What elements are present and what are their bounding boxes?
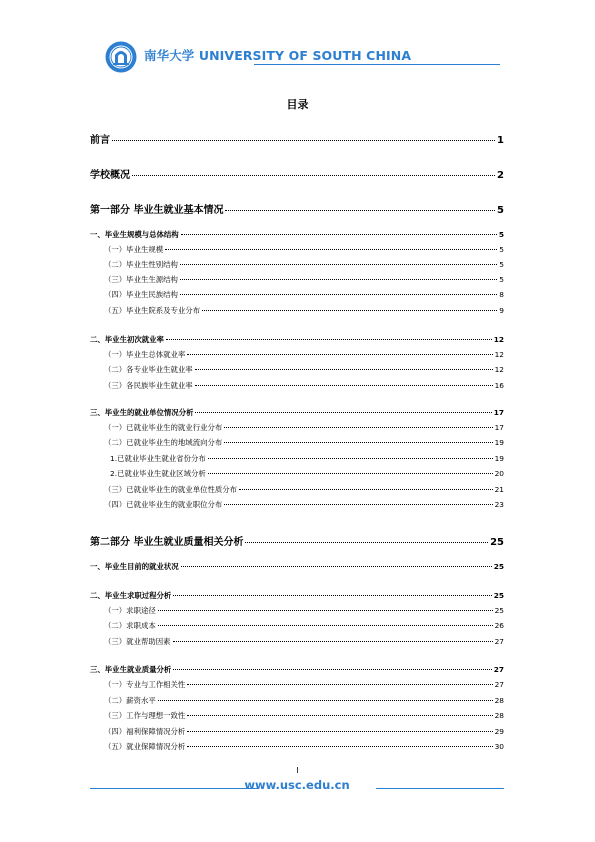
toc-entry[interactable] xyxy=(90,620,504,631)
toc-entry-page: 30 xyxy=(494,742,504,751)
toc-entry[interactable] xyxy=(90,407,504,418)
toc-entry-page: 27 xyxy=(494,637,504,646)
toc-entry-page: 17 xyxy=(493,408,504,417)
toc-entry-page: 12 xyxy=(494,350,504,359)
toc-leader-dots xyxy=(195,369,493,370)
toc-entry-page: 5 xyxy=(499,260,504,269)
toc-entry-page: 25 xyxy=(493,591,504,600)
toc-leader-dots xyxy=(173,595,491,596)
toc-entry-title: 三、毕业生的就业单位情况分析 xyxy=(90,408,194,417)
toc-entry-page: 8 xyxy=(499,290,504,299)
toc-entry[interactable] xyxy=(90,364,504,375)
toc-entry-title: （三）已就业毕业生的就业单位性质分布 xyxy=(104,485,238,494)
header-rule xyxy=(254,64,500,65)
toc-entry-title: （二）已就业毕业生的地域流向分布 xyxy=(104,438,223,447)
toc-entry-page: 25 xyxy=(494,606,504,615)
toc-leader-dots xyxy=(132,175,495,176)
toc-entry-page: 19 xyxy=(494,454,504,463)
toc-entry[interactable] xyxy=(90,305,504,316)
toc-leader-dots xyxy=(173,641,493,642)
toc-leader-dots xyxy=(158,610,493,611)
toc-entry-title: 一、毕业生规模与总体结构 xyxy=(90,230,179,239)
toc-entry[interactable] xyxy=(90,453,504,464)
toc-entry-title: （四）福利保障情况分析 xyxy=(104,727,186,736)
toc-entry[interactable] xyxy=(90,244,504,255)
toc-leader-dots xyxy=(239,489,493,490)
toc-entry-page: 26 xyxy=(494,621,504,630)
toc-leader-dots xyxy=(187,354,492,355)
toc-entry[interactable] xyxy=(90,726,504,737)
toc-entry-page: 23 xyxy=(494,500,504,509)
toc-entry[interactable] xyxy=(90,484,504,495)
toc-entry-title: 二、毕业生求职过程分析 xyxy=(90,591,172,600)
toc-leader-dots xyxy=(195,385,493,386)
toc-entry-page: 1 xyxy=(497,135,504,146)
toc-entry-title: （一）已就业毕业生的就业行业分布 xyxy=(104,423,223,432)
toc-entry[interactable] xyxy=(90,679,504,690)
toc-entry[interactable] xyxy=(90,561,504,572)
toc-leader-dots xyxy=(181,234,497,235)
toc-leader-dots xyxy=(208,473,493,474)
toc-entry-title: （四）已就业毕业生的就业职位分布 xyxy=(104,500,223,509)
toc-leader-dots xyxy=(187,746,492,747)
toc-entry[interactable] xyxy=(90,380,504,391)
toc-entry-title: 二、毕业生初次就业率 xyxy=(90,335,164,344)
toc-title: 目录 xyxy=(286,98,309,111)
toc-entry-title: （三）工作与理想一致性 xyxy=(104,711,186,720)
toc-entry-page: 27 xyxy=(494,680,504,689)
toc-entry[interactable] xyxy=(90,289,504,300)
toc-entry-title: （三）就业帮助因素 xyxy=(104,637,171,646)
toc-entry-page: 20 xyxy=(494,469,504,478)
toc-entry-title: 一、毕业生目前的就业状况 xyxy=(90,562,179,571)
toc-entry-page: 28 xyxy=(494,696,504,705)
toc-entry[interactable] xyxy=(90,437,504,448)
toc-leader-dots xyxy=(224,504,492,505)
toc-entry[interactable] xyxy=(90,422,504,433)
footer-rule-right xyxy=(376,788,504,789)
toc-leader-dots xyxy=(112,140,495,141)
toc-entry[interactable] xyxy=(90,166,504,181)
toc-leader-dots xyxy=(180,279,497,280)
toc-entry-page: 16 xyxy=(494,381,504,390)
page-footer xyxy=(90,776,504,796)
toc-leader-dots xyxy=(208,458,493,459)
toc-entry[interactable] xyxy=(90,201,504,216)
toc-entry-title: （二）薪资水平 xyxy=(104,696,156,705)
toc-entry-title: 三、毕业生就业质量分析 xyxy=(90,665,172,674)
toc-entry-page: 25 xyxy=(490,537,504,548)
toc-leader-dots xyxy=(180,294,497,295)
toc-leader-dots xyxy=(173,669,491,670)
toc-entry-page: 19 xyxy=(494,438,504,447)
toc-entry-title: 1.已就业毕业生就业省份分布 xyxy=(110,454,206,463)
toc-entry-title: （五）毕业生院系及专业分布 xyxy=(104,306,201,315)
toc-entry-title: 第一部分 毕业生就业基本情况 xyxy=(90,205,224,216)
toc-entry-page: 5 xyxy=(499,275,504,284)
toc-entry-title: （一）专业与工作相关性 xyxy=(104,680,186,689)
toc-entry-title: （四）毕业生民族结构 xyxy=(104,290,178,299)
toc-entry[interactable] xyxy=(90,590,504,601)
toc-entry[interactable] xyxy=(90,259,504,270)
toc-entry[interactable] xyxy=(90,131,504,146)
toc-entry-page: 29 xyxy=(494,727,504,736)
toc-entry-page: 5 xyxy=(498,230,504,239)
page-header xyxy=(104,40,500,76)
toc-entry-title: （三）毕业生生源结构 xyxy=(104,275,178,284)
toc-leader-dots xyxy=(195,412,491,413)
university-brand-text: 南华大学 UNIVERSITY OF SOUTH CHINA xyxy=(144,48,412,63)
toc-entry-title: 前言 xyxy=(90,135,110,146)
toc-entry-page: 9 xyxy=(499,306,504,315)
toc-entry-page: 21 xyxy=(494,485,504,494)
toc-entry-title: （三）各民族毕业生就业率 xyxy=(104,381,193,390)
toc-leader-dots xyxy=(225,210,495,211)
toc-entry[interactable] xyxy=(90,274,504,285)
toc-entry-page: 2 xyxy=(497,170,504,181)
toc-entry-title: （二）求职成本 xyxy=(104,621,156,630)
toc-entry[interactable] xyxy=(90,695,504,706)
toc-entry[interactable] xyxy=(90,229,504,240)
toc-leader-dots xyxy=(180,264,497,265)
toc-entry-page: 5 xyxy=(497,205,504,216)
toc-entry[interactable] xyxy=(90,710,504,721)
toc-entry-page: 28 xyxy=(494,711,504,720)
toc-entry-title: （一）毕业生规模 xyxy=(104,245,164,254)
toc-entry-page: 5 xyxy=(499,245,504,254)
toc-entry[interactable] xyxy=(90,605,504,616)
toc-entry-title: （五）就业保障情况分析 xyxy=(104,742,186,751)
toc-entry-title: （一）求职途径 xyxy=(104,606,156,615)
toc-leader-dots xyxy=(224,442,492,443)
toc-entry[interactable] xyxy=(90,741,504,752)
toc-leader-dots xyxy=(187,715,492,716)
toc-leader-dots xyxy=(187,684,492,685)
toc-entry-title: （二）各专业毕业生就业率 xyxy=(104,365,193,374)
toc-leader-dots xyxy=(158,625,493,626)
toc-entry-title: 学校概况 xyxy=(90,170,130,181)
toc-leader-dots xyxy=(165,249,497,250)
toc-leader-dots xyxy=(181,566,492,567)
toc-entry-title: （一）毕业生总体就业率 xyxy=(104,350,186,359)
toc-entry[interactable] xyxy=(90,636,504,647)
toc-leader-dots xyxy=(158,700,493,701)
toc-entry-title: 2.已就业毕业生就业区域分析 xyxy=(110,469,206,478)
university-seal-icon xyxy=(104,40,138,74)
toc-entry-page: 27 xyxy=(493,665,504,674)
toc-entry[interactable] xyxy=(90,334,504,345)
footer-url-link[interactable]: www.usc.edu.cn xyxy=(244,778,350,792)
toc-entry-page: 12 xyxy=(494,365,504,374)
toc-entry-page: 17 xyxy=(494,423,504,432)
toc-leader-dots xyxy=(202,310,497,311)
toc-leader-dots xyxy=(166,339,492,340)
toc-entry-page: 12 xyxy=(493,335,504,344)
page-number: I xyxy=(296,766,299,775)
toc-entry-title: 第二部分 毕业生就业质量相关分析 xyxy=(90,537,244,548)
toc-entry-page: 25 xyxy=(493,562,504,571)
toc-leader-dots xyxy=(187,731,492,732)
toc-leader-dots xyxy=(224,427,492,428)
toc-entry-title: （二）毕业生性别结构 xyxy=(104,260,178,269)
toc-entry[interactable] xyxy=(90,468,504,479)
toc-entry[interactable] xyxy=(90,664,504,675)
toc-entry[interactable] xyxy=(90,499,504,510)
toc-entry[interactable] xyxy=(90,349,504,360)
toc-leader-dots xyxy=(245,542,488,543)
toc-entry[interactable] xyxy=(90,533,504,548)
